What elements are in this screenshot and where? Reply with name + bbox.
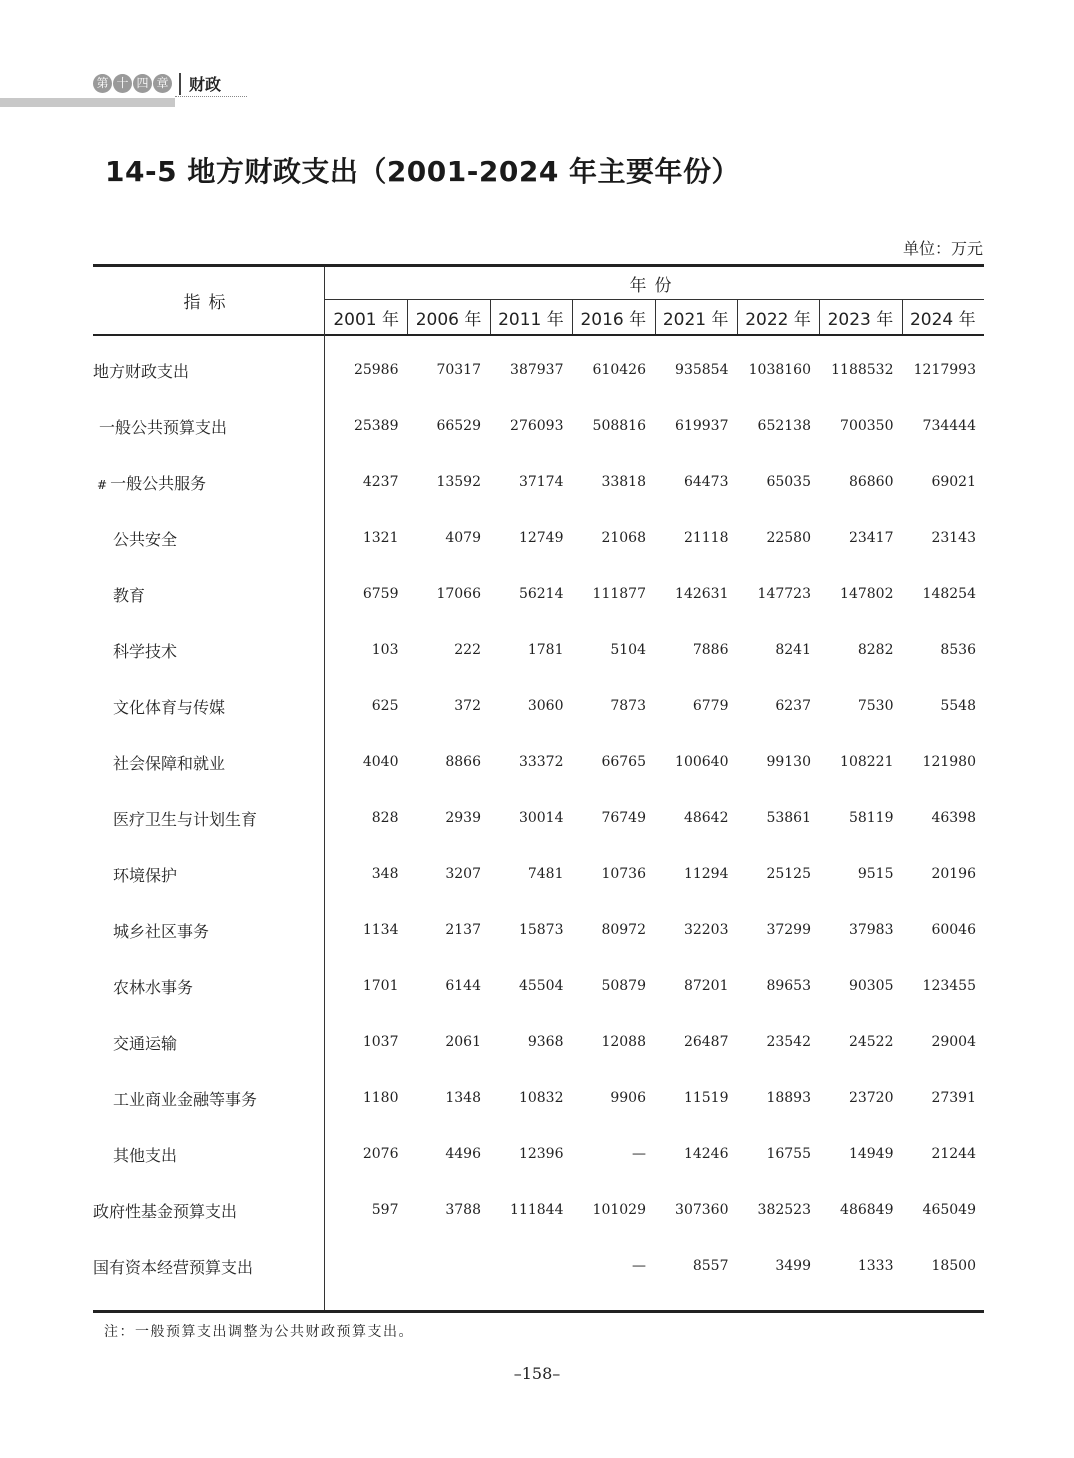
value-cell: 25986	[353, 362, 399, 378]
value-cell: 16755	[766, 1146, 811, 1162]
year-column-separator	[490, 299, 491, 334]
value-cell: 29004	[931, 1034, 976, 1050]
page-title: 14-5 地方财政支出（2001-2024 年主要年份）	[105, 155, 741, 188]
value-cell: 26487	[683, 1034, 729, 1050]
value-cell: 147723	[757, 586, 811, 602]
section-name: 财政	[189, 75, 222, 94]
value-cell: 53861	[766, 810, 811, 826]
value-cell: 123455	[922, 978, 976, 994]
value-cell: 1333	[857, 1258, 894, 1274]
value-cell: 6759	[362, 586, 399, 602]
year-column-separator	[902, 299, 903, 334]
value-cell: 935854	[675, 362, 729, 378]
table-row	[93, 846, 984, 902]
value-cell: 66529	[436, 418, 481, 434]
row-label: 环境保护	[113, 865, 178, 885]
row-label-cell	[93, 1199, 324, 1222]
value-cell: 276093	[510, 418, 564, 434]
value-cell: 222	[454, 642, 481, 658]
row-label-cell	[93, 1143, 324, 1166]
value-cell: 30014	[518, 810, 564, 826]
table-row	[93, 510, 984, 566]
value-cell	[407, 1258, 490, 1274]
value-cell: 3060	[527, 698, 564, 714]
row-label-cell	[93, 1087, 324, 1110]
value-cell: 45504	[518, 978, 564, 994]
value-cell: 3207	[445, 866, 481, 882]
value-cell: 14949	[848, 1146, 894, 1162]
value-cell: 9368	[527, 1034, 564, 1050]
year-header-cell: 2023 年	[827, 309, 894, 330]
value-cell: 142631	[675, 586, 729, 602]
value-cell: 5104	[610, 642, 646, 658]
value-cell: 18500	[931, 1258, 976, 1274]
row-label: 科学技术	[113, 641, 178, 661]
value-cell: 66765	[601, 754, 646, 770]
value-cell: 20196	[931, 866, 976, 882]
value-cell: 58119	[848, 810, 894, 826]
value-cell: 89653	[766, 978, 811, 994]
value-cell: 734444	[922, 418, 976, 434]
row-label-cell	[93, 639, 324, 662]
value-cell: 21244	[931, 1146, 976, 1162]
value-cell: 348	[371, 866, 399, 882]
value-cell: 56214	[518, 586, 564, 602]
row-label-cell	[93, 415, 324, 438]
row-label: 政府性基金预算支出	[93, 1201, 238, 1221]
value-cell: 6144	[445, 978, 481, 994]
value-cell: 99130	[766, 754, 811, 770]
value-cell: 111877	[592, 586, 646, 602]
value-cell: 1321	[362, 530, 399, 546]
value-cell: 1188532	[831, 362, 894, 378]
row-label-cell	[93, 527, 324, 550]
value-cell: 25125	[766, 866, 811, 882]
value-cell: 9906	[610, 1090, 646, 1106]
value-cell: 619937	[675, 418, 729, 434]
value-cell: 6237	[775, 698, 811, 714]
table-row	[93, 678, 984, 734]
value-cell: 2939	[445, 810, 481, 826]
row-label-cell	[93, 1031, 324, 1054]
value-cell: 2061	[445, 1034, 481, 1050]
value-cell: 90305	[848, 978, 894, 994]
table-row	[93, 790, 984, 846]
row-label-cell	[93, 471, 324, 494]
value-cell: 23542	[766, 1034, 811, 1050]
value-cell: 21068	[601, 530, 646, 546]
value-cell: 8557	[692, 1258, 729, 1274]
row-label: 医疗卫生与计划生育	[113, 809, 258, 829]
table-body	[93, 342, 984, 1294]
value-cell: 121980	[922, 754, 976, 770]
table-row	[93, 958, 984, 1014]
year-column-separator	[737, 299, 738, 334]
row-label-cell	[93, 695, 324, 718]
value-cell: 24522	[848, 1034, 894, 1050]
value-cell: 15873	[518, 922, 564, 938]
row-prefix: #	[97, 477, 108, 492]
row-label-cell	[93, 1255, 324, 1278]
value-cell: 372	[454, 698, 481, 714]
page-number: –158–	[513, 1364, 561, 1383]
table-row	[93, 734, 984, 790]
footnote: 注：一般预算支出调整为公共财政预算支出。	[104, 1324, 414, 1340]
row-label: 城乡社区事务	[113, 921, 210, 941]
year-header-cell: 2022 年	[745, 309, 811, 330]
value-cell: 37983	[848, 922, 894, 938]
year-header-cell: 2001 年	[333, 309, 400, 330]
value-cell: 148254	[922, 586, 976, 602]
value-cell: 103	[371, 642, 399, 658]
row-label: 一般公共预算支出	[99, 417, 228, 437]
value-cell: 14246	[683, 1146, 729, 1162]
value-cell: 12749	[518, 530, 564, 546]
chapter-char: 章	[153, 74, 172, 93]
value-cell: 48642	[683, 810, 729, 826]
row-label-cell	[93, 863, 324, 886]
row-label-cell	[93, 807, 324, 830]
table-row	[93, 622, 984, 678]
value-cell: 1781	[527, 642, 564, 658]
value-cell: 60046	[931, 922, 976, 938]
value-cell: 7873	[610, 698, 646, 714]
row-label: 地方财政支出	[93, 361, 190, 381]
unit-label: 单位：万元	[902, 239, 983, 258]
header-separator	[179, 73, 181, 95]
value-cell: 32203	[683, 922, 729, 938]
value-cell: 10736	[601, 866, 646, 882]
value-cell	[489, 1258, 572, 1274]
table-row	[93, 1126, 984, 1182]
row-label-cell	[93, 919, 324, 942]
value-cell: —	[632, 1146, 646, 1162]
row-label: 工业商业金融等事务	[113, 1089, 258, 1109]
value-cell: 8866	[445, 754, 481, 770]
row-label: 交通运输	[113, 1033, 178, 1053]
row-label-cell	[93, 359, 324, 382]
value-cell: 70317	[436, 362, 481, 378]
value-cell: 4237	[362, 474, 399, 490]
value-cell: —	[632, 1258, 646, 1274]
value-cell: 1038160	[748, 362, 811, 378]
value-cell: 22580	[766, 530, 811, 546]
row-label: 社会保障和就业	[113, 753, 226, 773]
value-cell: 652138	[757, 418, 811, 434]
row-label: 农林水事务	[113, 977, 194, 997]
value-cell: 508816	[592, 418, 646, 434]
row-label-cell	[93, 751, 324, 774]
value-cell: 7530	[857, 698, 894, 714]
value-cell: 5548	[940, 698, 976, 714]
years-header: 年份	[629, 275, 680, 296]
value-cell: 50879	[601, 978, 646, 994]
value-cell: 13592	[436, 474, 481, 490]
value-cell: 7481	[527, 866, 564, 882]
value-cell: 25389	[353, 418, 399, 434]
year-column-separator	[819, 299, 820, 334]
indicator-header: 指标	[183, 293, 234, 313]
chapter-char: 第	[93, 74, 112, 93]
table-row	[93, 566, 984, 622]
value-cell: 64473	[683, 474, 729, 490]
value-cell: 87201	[683, 978, 729, 994]
value-cell: 27391	[931, 1090, 976, 1106]
row-label-cell	[93, 975, 324, 998]
table-row	[93, 454, 984, 510]
value-cell: 111844	[510, 1202, 564, 1218]
value-cell: 8536	[940, 642, 976, 658]
value-cell: 1348	[445, 1090, 481, 1106]
table-row	[93, 1182, 984, 1238]
value-cell: 100640	[675, 754, 729, 770]
year-header-cell: 2021 年	[662, 309, 729, 330]
row-label-cell	[93, 583, 324, 606]
value-cell: 625	[371, 698, 399, 714]
value-cell: 3788	[445, 1202, 481, 1218]
value-cell: 69021	[931, 474, 976, 490]
table-row	[93, 902, 984, 958]
year-header-cell: 2006 年	[415, 309, 482, 330]
row-label: 国有资本经营预算支出	[93, 1257, 254, 1277]
table-row	[93, 1014, 984, 1070]
header-bar	[0, 98, 175, 107]
value-cell: 11519	[683, 1090, 729, 1106]
year-header-cell: 2011 年	[498, 309, 564, 330]
value-cell: 76749	[601, 810, 646, 826]
value-cell: 1037	[362, 1034, 399, 1050]
value-cell: 101029	[592, 1202, 646, 1218]
value-cell: 6779	[692, 698, 729, 714]
table-row	[93, 342, 984, 398]
year-column-separator	[572, 299, 573, 334]
chapter-tab	[93, 72, 221, 95]
value-cell: 33372	[518, 754, 564, 770]
year-header-cell: 2024 年	[909, 309, 976, 330]
value-cell: 80972	[601, 922, 646, 938]
row-label: 其他支出	[113, 1145, 178, 1165]
value-cell: 465049	[922, 1202, 976, 1218]
table-bottom-rule	[93, 1310, 984, 1313]
table-header-rule	[93, 334, 984, 336]
value-cell: 610426	[592, 362, 646, 378]
year-column-separator	[407, 299, 408, 334]
value-cell: 9515	[857, 866, 894, 882]
value-cell	[324, 1258, 407, 1274]
value-cell: 10832	[518, 1090, 564, 1106]
value-cell: 7886	[692, 642, 729, 658]
value-cell: 4079	[445, 530, 481, 546]
table-row	[93, 398, 984, 454]
value-cell: 17066	[436, 586, 481, 602]
value-cell: 4040	[362, 754, 399, 770]
value-cell: 23417	[848, 530, 894, 546]
value-cell: 65035	[766, 474, 811, 490]
value-cell: 8241	[775, 642, 811, 658]
value-cell: 4496	[445, 1146, 481, 1162]
value-cell: 307360	[675, 1202, 729, 1218]
value-cell: 1180	[362, 1090, 399, 1106]
year-header-cell: 2016 年	[580, 309, 647, 330]
year-column-separator	[655, 299, 656, 334]
value-cell: 37174	[518, 474, 564, 490]
value-cell: 21118	[683, 530, 729, 546]
value-cell: 3499	[775, 1258, 811, 1274]
value-cell: 2076	[362, 1146, 399, 1162]
value-cell: 23143	[931, 530, 976, 546]
value-cell: 828	[371, 810, 399, 826]
row-label: 文化体育与传媒	[113, 697, 226, 717]
value-cell: 1701	[362, 978, 399, 994]
value-cell: 12396	[518, 1146, 564, 1162]
value-cell: 387937	[510, 362, 564, 378]
value-cell: 597	[371, 1202, 399, 1218]
value-cell: 147802	[840, 586, 894, 602]
chapter-label	[93, 74, 173, 93]
value-cell: 1217993	[913, 362, 976, 378]
value-cell: 8282	[857, 642, 894, 658]
value-cell: 2137	[445, 922, 481, 938]
row-label: 教育	[113, 585, 146, 605]
value-cell: 23720	[848, 1090, 894, 1106]
value-cell: 382523	[757, 1202, 811, 1218]
chapter-char: 十	[113, 74, 132, 93]
value-cell: 486849	[840, 1202, 894, 1218]
value-cell: 37299	[766, 922, 811, 938]
table-row	[93, 1238, 984, 1294]
value-cell: 46398	[931, 810, 976, 826]
row-label: 公共安全	[113, 529, 178, 549]
row-label: 一般公共服务	[110, 473, 207, 493]
value-cell: 33818	[601, 474, 646, 490]
value-cell: 86860	[848, 474, 894, 490]
value-cell: 1134	[362, 922, 399, 938]
value-cell: 700350	[840, 418, 894, 434]
header-dotted-line	[175, 96, 247, 97]
value-cell: 108221	[840, 754, 894, 770]
value-cell: 12088	[601, 1034, 646, 1050]
table-row	[93, 1070, 984, 1126]
chapter-char: 四	[133, 74, 152, 93]
value-cell: 11294	[683, 866, 729, 882]
value-cell: 18893	[766, 1090, 811, 1106]
